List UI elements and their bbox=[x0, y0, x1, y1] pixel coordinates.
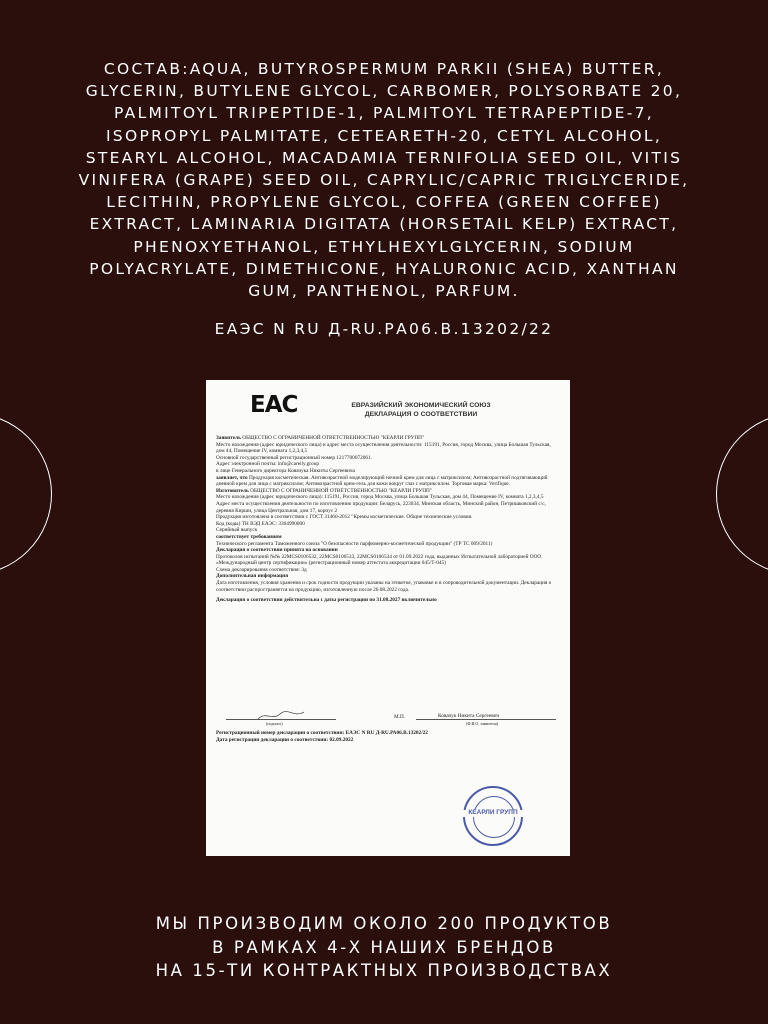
declaration-document bbox=[206, 380, 570, 856]
document-header: ЕВРАЗИЙСКИЙ ЭКОНОМИЧЕСКИЙ СОЮЗ ДЕКЛАРАЦИЯ О СООТВЕТСТВИИ bbox=[351, 402, 491, 418]
eac-logo: ЕАС bbox=[250, 392, 298, 418]
company-stamp: КЕАРЛИ ГРУПП bbox=[463, 786, 523, 846]
decorative-ring-right bbox=[716, 413, 768, 575]
signature-row: (подпись) М.П. Ковачук Никита Сергеевич (Ф.И.О. заявителя) bbox=[216, 713, 556, 727]
composition-text: СОСТАВ:AQUA, BUTYROSPERMUM PARKII (SHEA) BUTTER, GLYCERIN, BUTYLENE GLYCOL, CARBOMER, POLYSORBATE 20, PALMITOYL TRIPEPTIDE-1, PALMITOYL TETRAPEPTIDE-7, ISOPROPYL PALMITATE, CETEARETH-20, CETYL ALCOHOL, STEARYL ALCOHOL, MACADAMIA TERNIFOLIA SEED OIL, VITIS VINIFERA (GRAPE) SEED OIL, CAPRYLIC/CAPRIC TRIGLYCERIDE, LECITHIN, PROPYLENE GLYCOL, COFFEA (GREEN COFFEE) EXTRACT, LAMINARIA DIGITATA (HORSETAIL KELP) EXTRACT, PHENOXYETHANOL, ETHYLHEXYLGLYCERIN, SODIUM POLYACRYLATE, DIMETHICONE, HYALURONIC ACID, XANTHAN GUM, PANTHENOL, PARFUM. bbox=[78, 60, 690, 301]
certificate-number: ЕАЭС N RU Д-RU.РА06.В.13202/22 bbox=[214, 320, 554, 338]
registration-info: Регистрационный номер декларации о соответствии: ЕАЭС N RU Д-RU.РА06.В.13202/22 Дата регистрации декларации о соответствии: 02.09.2022 bbox=[216, 730, 428, 743]
decorative-ring-left bbox=[0, 413, 52, 575]
document-body: Заявитель ОБЩЕСТВО С ОГРАНИЧЕННОЙ ОТВЕТСТВЕННОСТЬЮ "КЕАРЛИ ГРУПП" Место нахождения (адрес юридического лица) и адрес места осуществления деятельности: 115191, Россия, город Москва, улица Большая Тульская, дом 44, Помещение IV, комната 1,2,3,4,5 Основной государственный регистрационный номер 1217700072061. Адрес электронной почты: info@careily.group в лице Генерального директора Ковачука Никиты Сергеевича заявляет, что Продукция косметическая. Антивозрастной моделирующий ночной крем для лица с матриксилом; Антивозрастной подтягивающий дневной крем для лица с матриксилом; Антивозрастной крем-гель для кожи вокруг глаз с матриксилом. Торговая марка: Verifique. Изготовитель ОБЩЕСТВО С ОГРАНИЧЕННОЙ ОТВЕТСТВЕННОСТЬЮ "КЕАРЛИ ГРУПП" Место нахождения (адрес юридического лица): 115191, Россия, город Москва, улица Большая Тульская, дом 44, Помещение IV, комната 1,2,3,4,5 Адрес места осуществления деятельности по изготовлению продукции: Беларусь, 223034, Минская область, Минский район, Петришковский с/с, деревня Кирши, улица Центральная, дом 17, корпус 2 Продукция изготовлена в соответствии с ГОСТ 31460-2012 "Кремы косметические. Общие технические условия. Код (коды) ТН ВЭД ЕАЭС: 3304990000 Серийный выпуск соответствует требованиям Технического регламента Таможенного союза "О безопасности парфюмерно-косметической продукции" (ТР ТС 009/2011) Декларация о соответствии принята на основании Протоколов испытаний №№ 22MCS0106532, 22MCS0106533, 22MCS0106534 от 01.09.2022 года, выданных Испытательной лабораторией ООО «Международный центр сертификации» (регистрационный номер аттестата аккредитации 045/Т-045) Схема декларирования соответствия: 3д Дополнительная информация Дата изготовления, условия хранения и срок годности продукции указаны на этикетке, упаковке и в сопроводительной документации. Декларация о соответствии распространяется на продукцию, изготовленную после 26.08.2022 года. Декларация о соответствии действительна с даты регистрации по 31.08.2027 включительно bbox=[216, 435, 552, 604]
footer-text: МЫ ПРОИЗВОДИМ ОКОЛО 200 ПРОДУКТОВ В РАМКАХ 4-Х НАШИХ БРЕНДОВ НА 15-ТИ КОНТРАКТНЫХ ПРОИЗВОДСТВАХ bbox=[155, 914, 613, 980]
